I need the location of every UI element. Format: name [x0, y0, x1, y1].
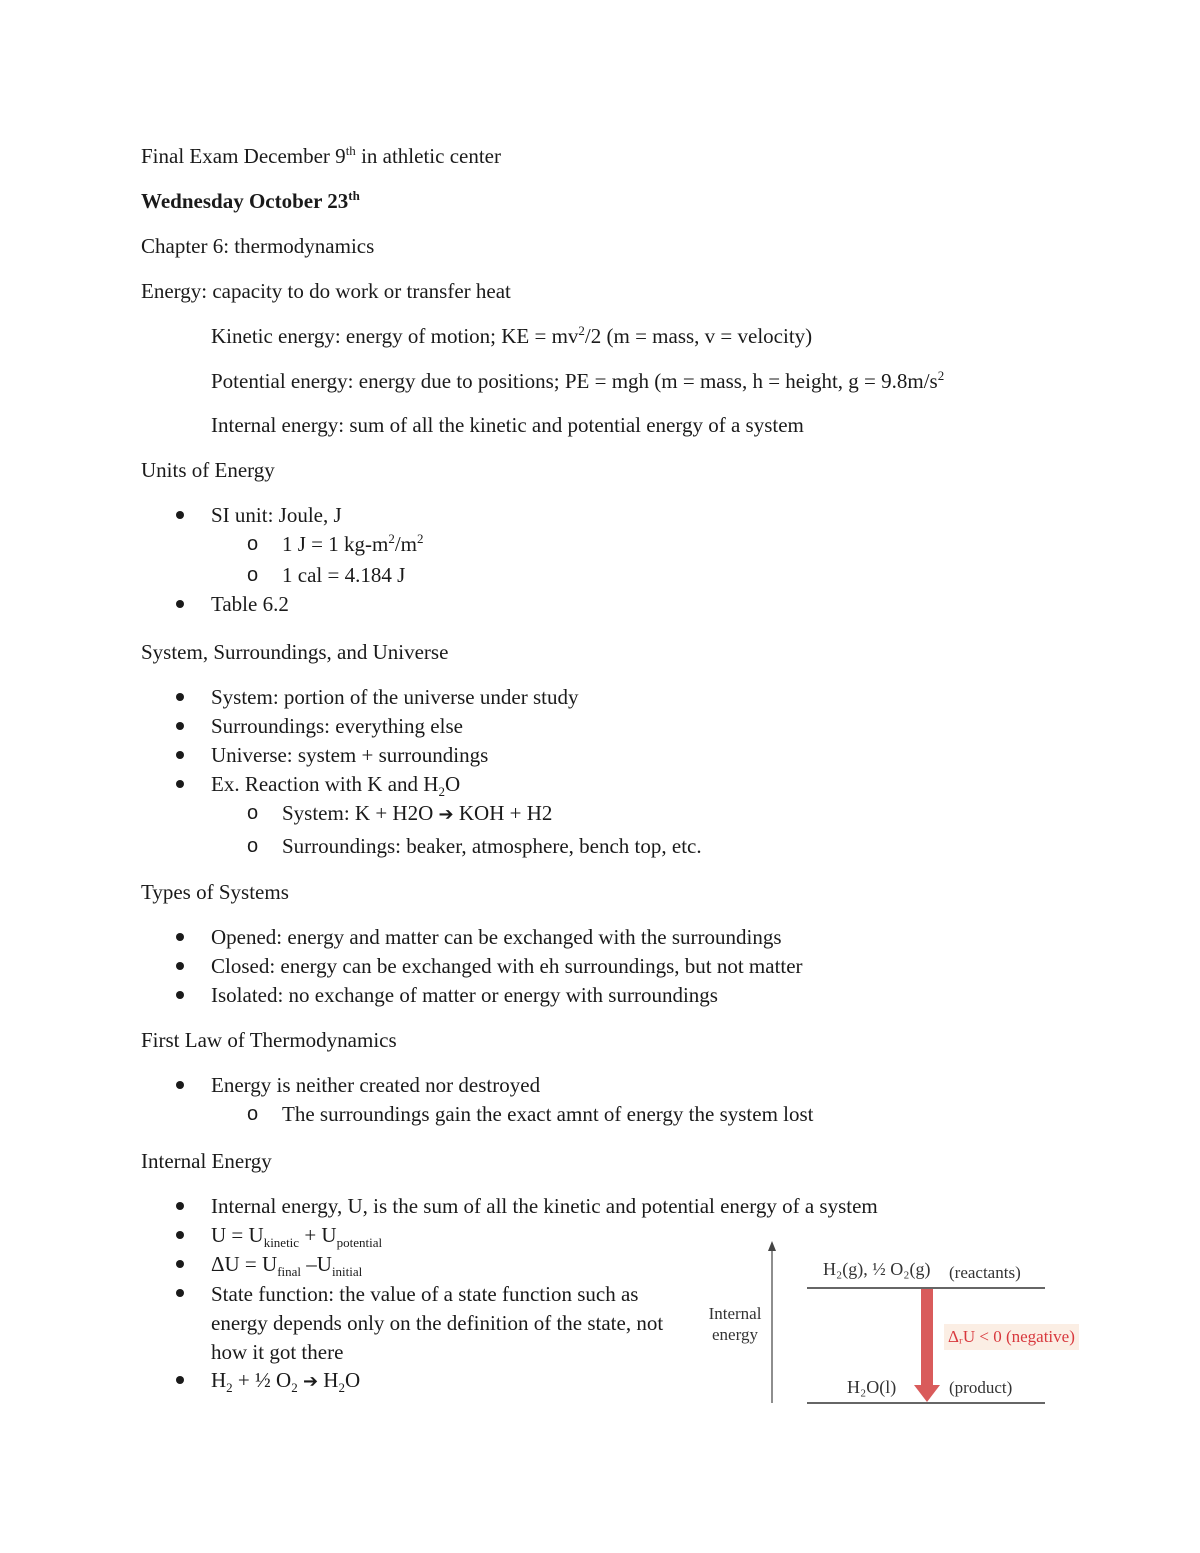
bullet-icon [176, 962, 184, 970]
bullet-icon [176, 933, 184, 941]
kinetic-text-post: /2 (m = mass, v = velocity) [584, 324, 813, 348]
bullet-icon [176, 1202, 184, 1210]
bullet-icon [176, 511, 184, 519]
exam-text: Final Exam December 9 [141, 144, 346, 168]
types-heading: Types of Systems [141, 880, 289, 904]
right-arrow-icon: ➔ [438, 804, 454, 825]
y-axis-label: Internal energy [708, 1304, 762, 1344]
circle-bullet-icon: o [247, 564, 259, 586]
bullet-icon [176, 693, 184, 701]
date-sup: th [348, 188, 360, 203]
circle-bullet-icon: o [247, 533, 259, 555]
product-formula: H₂O(l) [847, 1377, 897, 1397]
bullet-icon [176, 1289, 184, 1297]
reactants-formula: H₂(g), ½ O₂(g) [823, 1259, 931, 1279]
potential-energy-line [211, 368, 944, 394]
bullet-icon [176, 1376, 184, 1384]
first-law-heading: First Law of Thermodynamics [141, 1028, 397, 1052]
potential-sup: 2 [937, 368, 945, 383]
bullet-icon [176, 780, 184, 788]
potential-text: Potential energy: energy due to positions; PE = mgh (m = mass, h = height, g = 9.8m/s [211, 369, 938, 393]
circle-bullet-icon: o [247, 802, 259, 824]
delta-arrow-head [914, 1385, 940, 1402]
delta-u-label: ΔᵣU < 0 (negative) [944, 1324, 1079, 1350]
bullet-icon [176, 1231, 184, 1239]
circle-bullet-icon: o [247, 1103, 259, 1125]
delta-arrow-shaft [921, 1289, 933, 1386]
kinetic-sup: 2 [578, 323, 585, 338]
product-label: (product) [949, 1378, 1013, 1397]
kinetic-text: Kinetic energy: energy of motion; KE = mv [211, 324, 579, 348]
chapter-title: Chapter 6: thermodynamics [141, 234, 375, 258]
exam-text-post: in athletic center [355, 144, 501, 168]
internal-energy-heading: Internal Energy [141, 1149, 272, 1173]
reactants-label: (reactants) [949, 1263, 1021, 1282]
date-text: Wednesday October 23 [141, 189, 349, 213]
bullet-icon [176, 1081, 184, 1089]
bullet-icon [176, 722, 184, 730]
bullet-icon [176, 751, 184, 759]
exam-sup: th [345, 143, 356, 158]
exam-note [141, 143, 501, 169]
kinetic-energy-line [211, 323, 812, 349]
energy-definition: Energy: capacity to do work or transfer heat [141, 279, 511, 303]
bullet-icon [176, 1260, 184, 1268]
y-axis-arrow-icon [768, 1241, 776, 1251]
bullet-icon [176, 991, 184, 999]
system-heading: System, Surroundings, and Universe [141, 640, 449, 664]
right-arrow-icon: ➔ [302, 1371, 319, 1392]
bullet-icon [176, 600, 184, 608]
energy-level-diagram [695, 1235, 1105, 1410]
circle-bullet-icon: o [247, 835, 259, 857]
internal-energy-line: Internal energy: sum of all the kinetic and potential energy of a system [211, 413, 804, 437]
date-heading [141, 188, 360, 214]
units-heading: Units of Energy [141, 458, 275, 482]
